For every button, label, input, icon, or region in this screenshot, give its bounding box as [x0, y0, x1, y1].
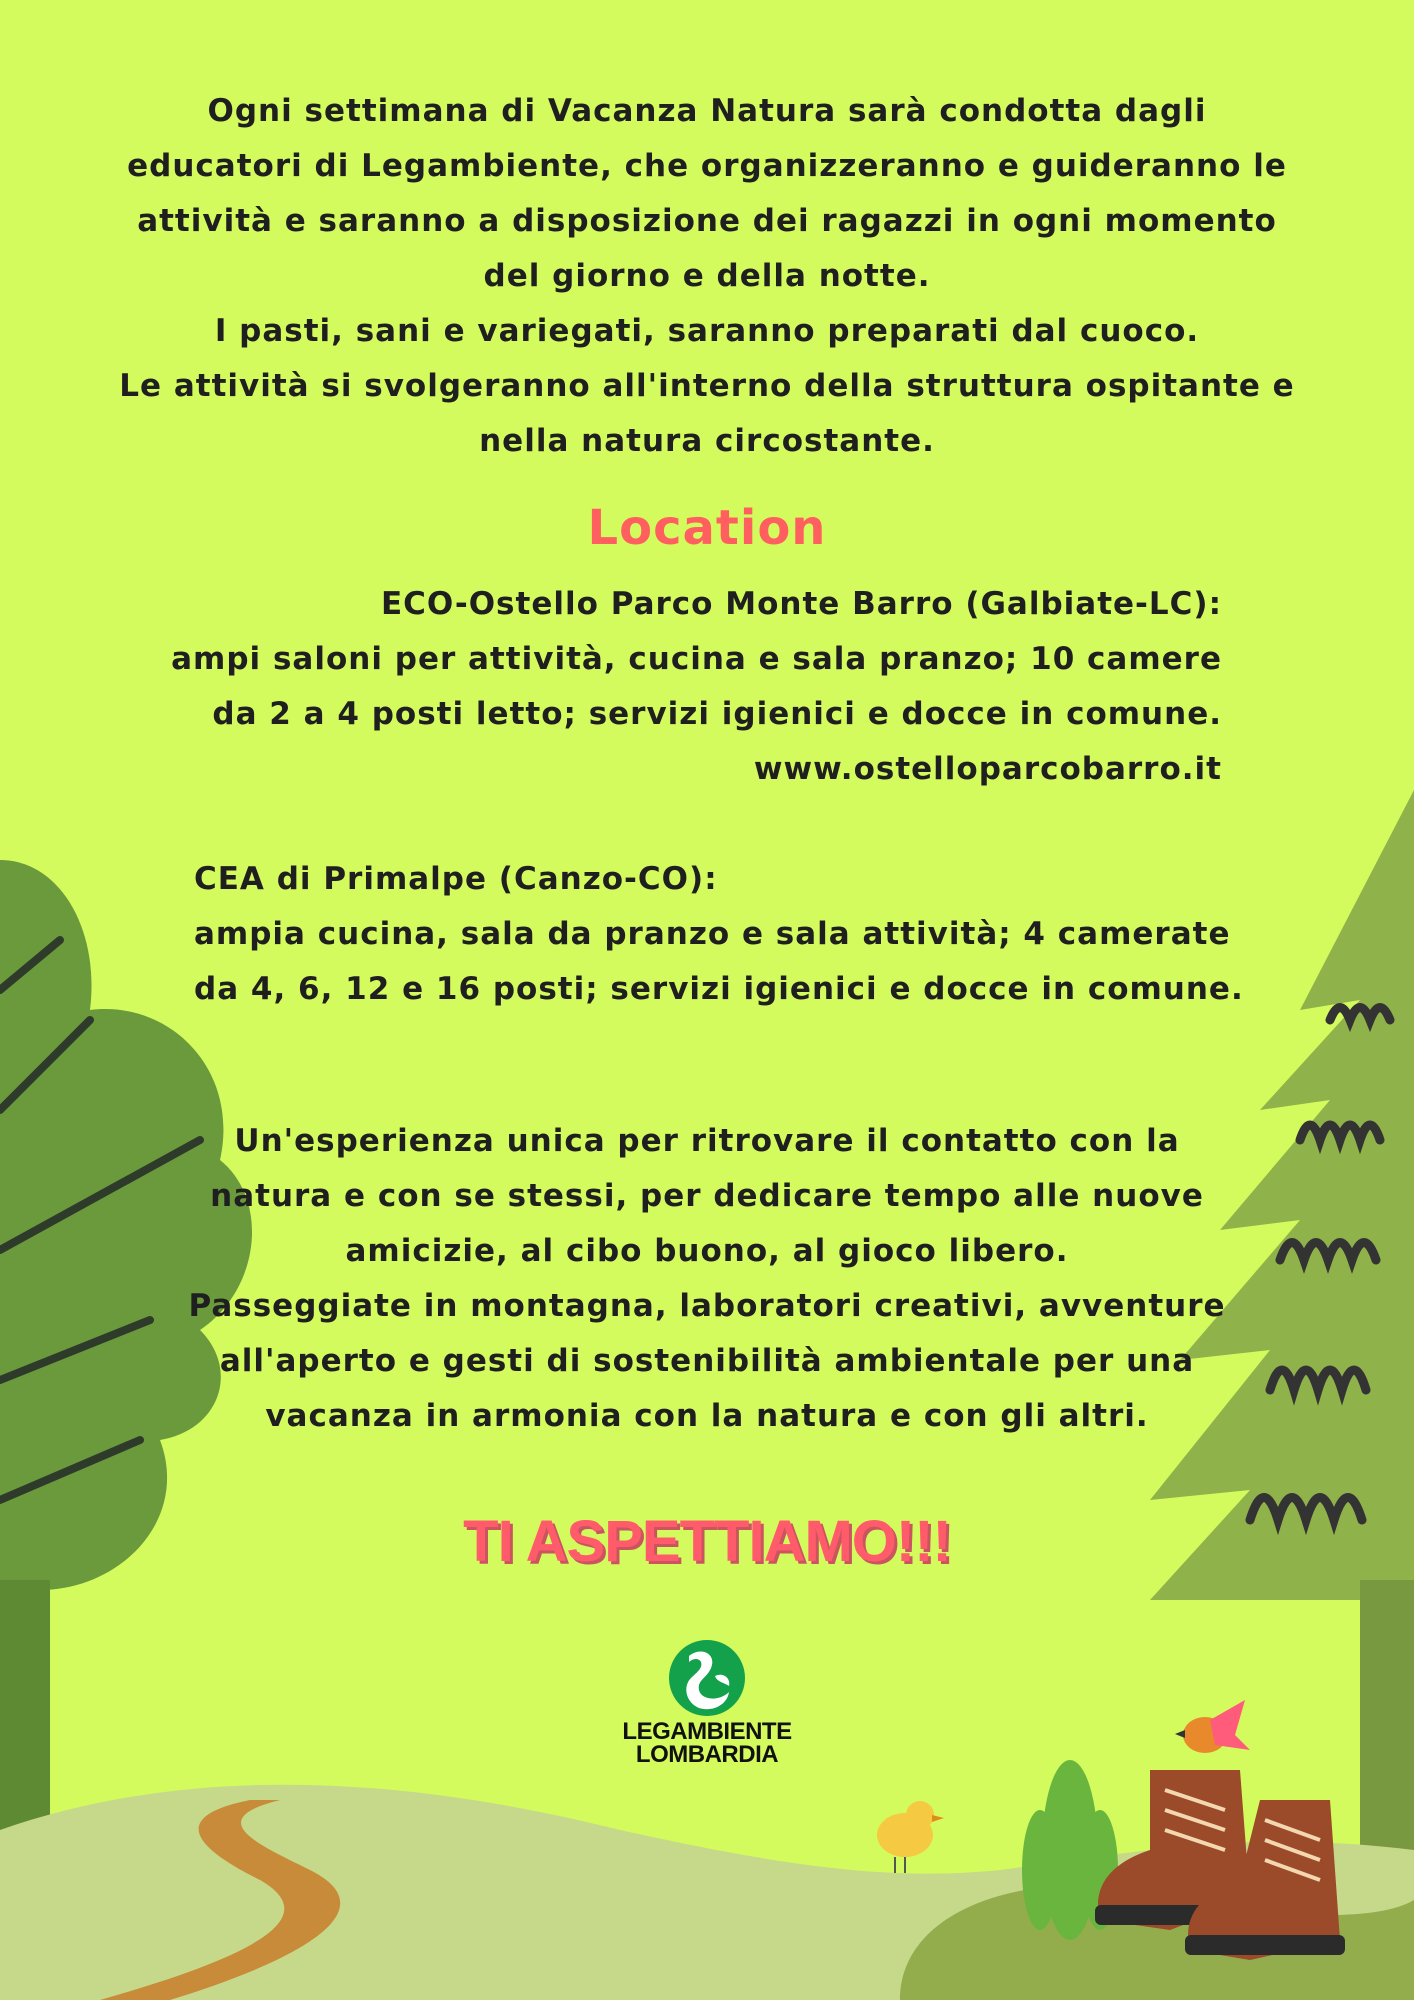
- logo-line-1: LEGAMBIENTE: [622, 1718, 792, 1745]
- location-heading: Location: [587, 500, 827, 556]
- eco-ostello-description: ECO-Ostello Parco Monte Barro (Galbiate-LC): ampi saloni per attività, cucina e sala pranzo; 10 camere da 2 a 4 posti letto; servizi igienici e docce in comune. www.ostelloparcobarro.it: [171, 586, 1222, 787]
- intro-paragraph: Ogni settimana di Vacanza Natura sarà condotta dagli educatori di Legambiente, che organizzeranno e guideranno le attività e saranno a disposizione dei ragazzi in ogni momento del giorno e della notte. I pasti, sani e variegati, saranno preparati dal cuoco. Le attività si svolgeranno all'interno della struttura ospitante e nella natura circostante.: [119, 93, 1295, 459]
- cea-primalpe-description: CEA di Primalpe (Canzo-CO): ampia cucina, sala da pranzo e sala attività; 4 camerate da 4, 6, 12 e 16 posti; servizi igienici e docce in comune.: [194, 861, 1244, 1007]
- logo-line-2: LOMBARDIA: [635, 1741, 779, 1768]
- call-to-action: TI ASPETTIAMO!!!: [463, 1509, 951, 1574]
- experience-paragraph: Un'esperienza unica per ritrovare il contatto con la natura e con se stessi, per dedicare tempo alle nuove amicizie, al cibo buono, al gioco libero. Passeggiate in montagna, laboratori creativi, avventure all'aperto e gesti di sostenibilità ambientale per una vacanza in armonia con la natura e con gli altri.: [188, 1123, 1226, 1434]
- legambiente-logo: [604, 1636, 810, 1776]
- swan-logo-icon: [667, 1636, 747, 1720]
